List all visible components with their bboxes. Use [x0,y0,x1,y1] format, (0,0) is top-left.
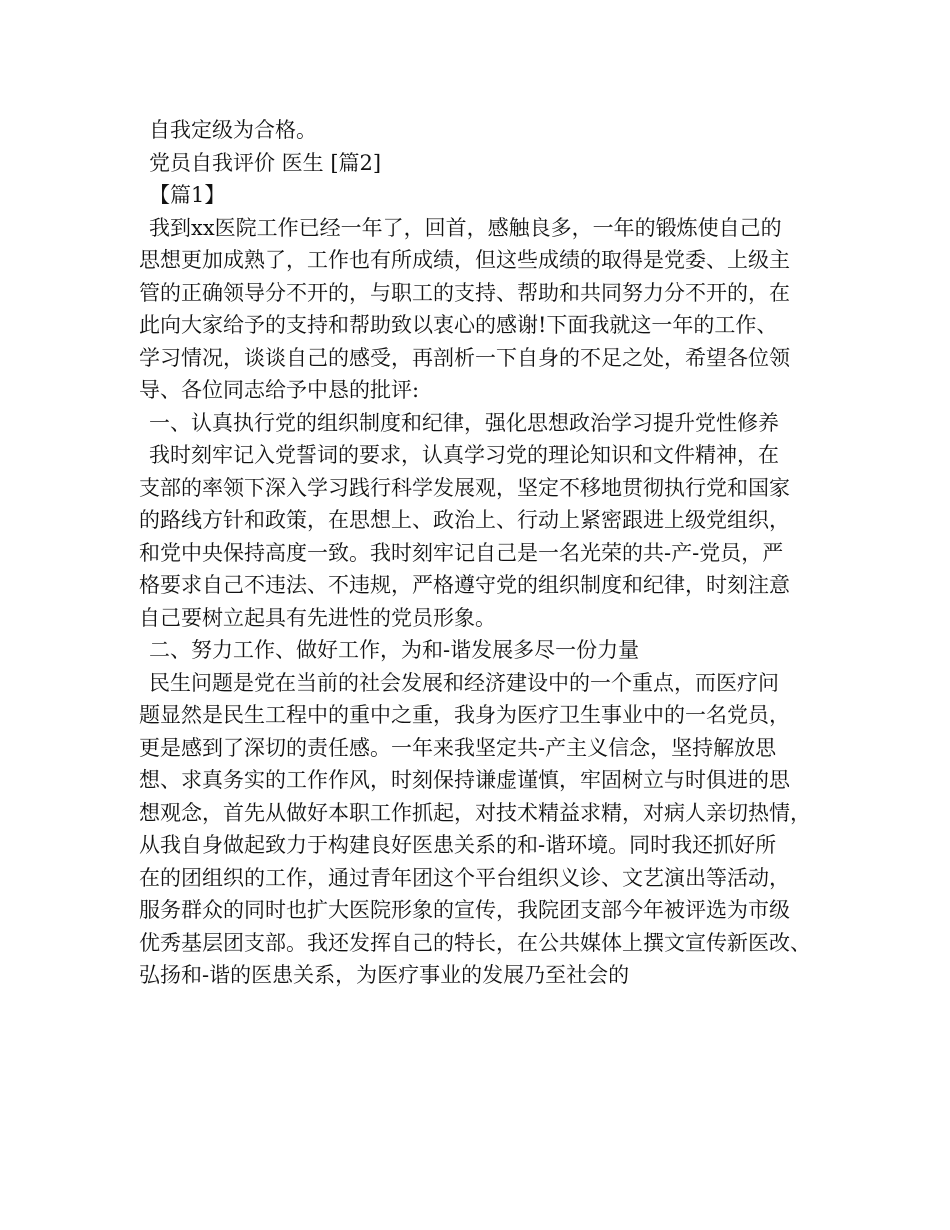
text-line: 想、求真务实的工作作风，时刻保持谦虚谨慎，牢固树立与时俱进的思 [139,768,790,792]
text-line: 学习情况，谈谈自己的感受，再剖析一下自身的不足之处，希望各位领 [139,345,790,370]
document-body [139,114,839,992]
text-line: 思想更加成熟了，工作也有所成绩，但这些成绩的取得是党委、上级主 [139,248,790,272]
text-line: 优秀基层团支部。我还发挥自己的特长，在公共媒体上撰文宣传新医改、 [139,930,811,955]
text-line: 从我自身做起致力于构建良好医患关系的和-谐环境。同时我还抓好所 [139,833,777,857]
text-line: 管的正确领导分不开的，与职工的支持、帮助和共同努力分不开的，在 [139,280,790,305]
text-line: 我时刻牢记入党誓词的要求，认真学习党的理论知识和文件精神，在 [149,443,779,467]
text-line: 自我定级为合格。 [149,118,317,142]
text-line: 导、各位同志给予中恳的批评: [139,378,420,402]
text-line: 自己要树立起具有先进性的党员形象。 [139,605,496,630]
section-heading: 一、认真执行党的组织制度和纪律，强化思想政治学习提升党性修养 [149,410,779,435]
section-heading: 二、努力工作、做好工作，为和-谐发展多尽一份力量 [149,638,640,662]
text-line: 在的团组织的工作，通过青年团这个平台组织义诊、文艺演出等活动， [139,865,790,890]
text-line: 支部的率领下深入学习践行科学发展观，坚定不移地贯彻执行党和国家 [139,475,790,500]
text-line: 格要求自己不违法、不违规，严格遵守党的组织制度和纪律，时刻注意 [139,573,790,597]
text-line: 弘扬和-谐的医患关系，为医疗事业的发展乃至社会的 [139,963,630,987]
text-line: 服务群众的同时也扩大医院形象的宣传，我院团支部今年被评选为市级 [139,898,790,922]
text-line: 民生问题是党在当前的社会发展和经济建设中的一个重点，而医疗问 [149,670,779,695]
text-line: 我到xx医院工作已经一年了，回首，感触良多，一年的锻炼使自己的 [149,215,782,240]
text-line: 更是感到了深切的责任感。一年来我坚定共-产主义信念，坚持解放思 [139,735,777,760]
text-line: 和党中央保持高度一致。我时刻牢记自己是一名光荣的共-产-党员，严 [139,540,784,565]
text-line: 题显然是民生工程中的重中之重，我身为医疗卫生事业中的一名党员， [139,703,790,727]
section-heading: 党员自我评价 医生 [篇2] [149,150,382,175]
text-line: 此向大家给予的支持和帮助致以衷心的感谢!下面我就这一年的工作、 [139,313,778,337]
text-line: 的路线方针和政策，在思想上、政治上、行动上紧密跟进上级党组织， [139,508,790,532]
text-line: 想观念，首先从做好本职工作抓起，对技术精益求精，对病人亲切热情， [139,800,811,825]
section-heading: 【篇1】 [149,183,226,207]
